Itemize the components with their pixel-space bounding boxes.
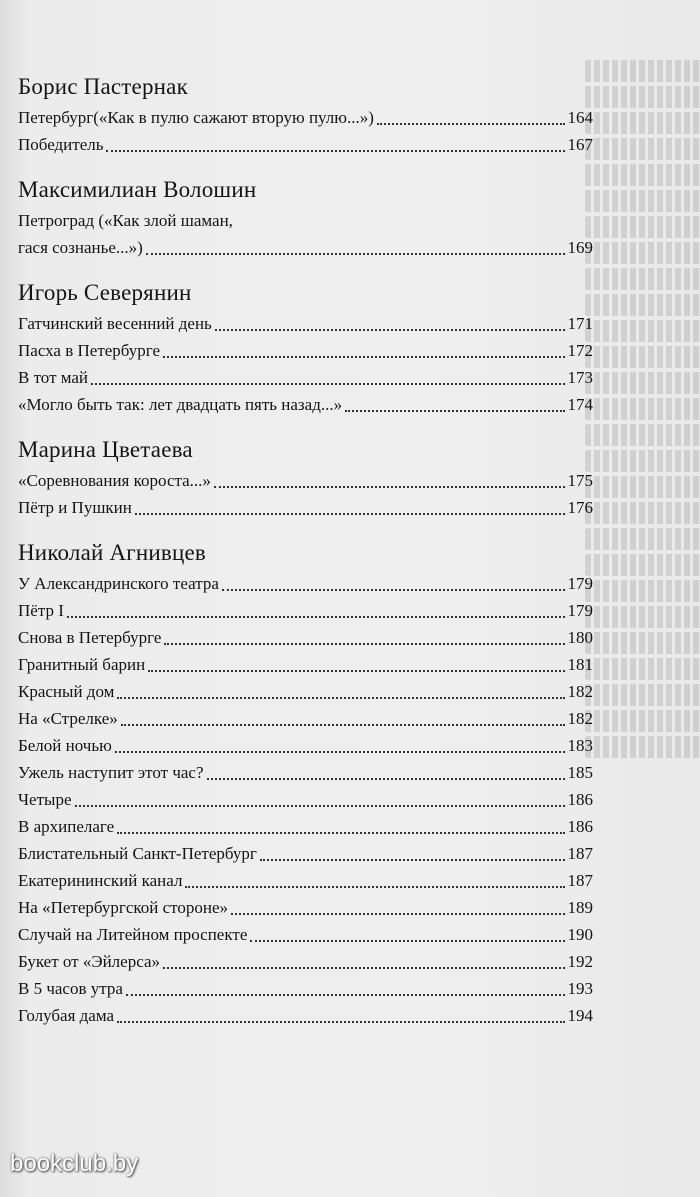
entry-page: 192: [567, 952, 593, 971]
toc-entry: [18, 678, 593, 705]
toc-entry: [18, 391, 593, 418]
entry-page: 167: [567, 135, 593, 154]
dot-leader: [163, 356, 564, 358]
toc-entry: [18, 867, 593, 894]
toc-entry: [18, 570, 593, 597]
entry-title: Снова в Петербурге: [18, 628, 162, 647]
entry-page: 172: [567, 341, 593, 360]
entry-page: 185: [567, 763, 593, 782]
entry-title: Гатчинский весенний день: [18, 314, 212, 333]
toc-section: [18, 72, 593, 158]
toc-section: [18, 175, 593, 261]
dot-leader: [164, 643, 564, 645]
entry-title-line1: Петроград («Как злой шаман,: [18, 211, 233, 230]
dot-leader: [185, 886, 564, 888]
dot-leader: [163, 967, 564, 969]
entry-title: Блистательный Санкт-Петербург: [18, 844, 257, 863]
entry-title: На «Стрелке»: [18, 709, 118, 728]
toc-section: [18, 278, 593, 418]
toc-entry: [18, 131, 593, 158]
dot-leader: [215, 329, 565, 331]
dot-leader: [117, 1021, 564, 1023]
site-watermark: bookclub.by: [10, 1150, 139, 1177]
bleed-through-text: [585, 60, 700, 780]
toc-entry: [18, 786, 593, 813]
dot-leader: [117, 697, 564, 699]
entry-page: 182: [567, 709, 593, 728]
dot-leader: [207, 778, 565, 780]
toc-entry: [18, 759, 593, 786]
dot-leader: [231, 913, 564, 915]
entry-page: 179: [567, 601, 593, 620]
toc-entry: [18, 364, 593, 391]
toc-section: [18, 435, 593, 521]
entry-title: «Соревнования короста...»: [18, 471, 211, 490]
entry-title: В архипелаге: [18, 817, 115, 836]
entry-title: Ужель наступит этот час?: [18, 763, 204, 782]
entry-page: 186: [567, 817, 593, 836]
dot-leader: [106, 150, 564, 152]
dot-leader: [135, 513, 565, 515]
entry-title: В 5 часов утра: [18, 979, 123, 998]
entry-page: 186: [567, 790, 593, 809]
toc-entry: [18, 310, 593, 337]
author-heading: Борис Пастернак: [18, 74, 188, 99]
entry-title: Случай на Литейном проспекте: [18, 925, 248, 944]
toc-entry: [18, 894, 593, 921]
toc-entry: [18, 1002, 593, 1029]
toc-section: [18, 538, 593, 1029]
dot-leader: [75, 805, 565, 807]
author-heading: Николай Агнивцев: [18, 540, 206, 565]
toc-entry: [18, 921, 593, 948]
entry-page: 179: [567, 574, 593, 593]
entry-title: У Александринского театра: [18, 574, 219, 593]
toc-entry: [18, 597, 593, 624]
entry-title: На «Петербургской стороне»: [18, 898, 229, 917]
toc-entry: [18, 234, 593, 261]
entry-title: Пасха в Петербурге: [18, 341, 161, 360]
entry-title: гася сознанье...»): [18, 238, 143, 257]
dot-leader: [91, 383, 564, 385]
entry-title: Пётр и Пушкин: [18, 498, 132, 517]
entry-page: 182: [567, 682, 593, 701]
toc-entry: [18, 732, 593, 759]
dot-leader: [146, 253, 565, 255]
entry-page: 180: [567, 628, 593, 647]
entry-page: 183: [567, 736, 593, 755]
toc-entry: [18, 467, 593, 494]
toc-entry: [18, 651, 593, 678]
entry-title: Белой ночью: [18, 736, 112, 755]
entry-page: 174: [567, 395, 593, 414]
dot-leader: [260, 859, 565, 861]
dot-leader: [148, 670, 564, 672]
toc-entry: [18, 840, 593, 867]
entry-title: В тот май: [18, 368, 89, 387]
dot-leader: [250, 940, 564, 942]
entry-page: 190: [567, 925, 593, 944]
toc-entry: [18, 104, 593, 131]
toc-entry: [18, 705, 593, 732]
table-of-contents: [18, 72, 593, 1046]
toc-entry: [18, 494, 593, 521]
toc-entry: [18, 624, 593, 651]
toc-entry: [18, 337, 593, 364]
entry-page: 169: [567, 238, 593, 257]
entry-page: 176: [567, 498, 593, 517]
entry-page: 189: [567, 898, 593, 917]
entry-page: 164: [567, 108, 593, 127]
entry-page: 187: [567, 871, 593, 890]
entry-page: 171: [567, 314, 593, 333]
entry-title: Победитель: [18, 135, 104, 154]
author-heading: Игорь Северянин: [18, 280, 192, 305]
dot-leader: [121, 724, 565, 726]
dot-leader: [126, 994, 565, 996]
entry-title: Красный дом: [18, 682, 115, 701]
entry-page: 193: [567, 979, 593, 998]
entry-title: Петербург(«Как в пулю сажают вторую пулю...»): [18, 108, 374, 127]
entry-page: 181: [567, 655, 593, 674]
entry-page: 194: [567, 1006, 593, 1025]
entry-title: Гранитный барин: [18, 655, 146, 674]
dot-leader: [67, 616, 565, 618]
dot-leader: [115, 751, 565, 753]
toc-entry: [18, 975, 593, 1002]
entry-page: 173: [567, 368, 593, 387]
entry-page: 187: [567, 844, 593, 863]
author-heading: Максимилиан Волошин: [18, 177, 257, 202]
author-heading: Марина Цветаева: [18, 437, 193, 462]
toc-entry: [18, 813, 593, 840]
entry-title: Екатерининский канал: [18, 871, 183, 890]
toc-entry: [18, 948, 593, 975]
dot-leader: [214, 486, 565, 488]
dot-leader: [345, 410, 564, 412]
entry-page: 175: [567, 471, 593, 490]
dot-leader: [377, 123, 565, 125]
entry-title: Пётр I: [18, 601, 64, 620]
dot-leader: [117, 832, 564, 834]
dot-leader: [222, 589, 565, 591]
entry-title: Букет от «Эйлерса»: [18, 952, 161, 971]
entry-title: Голубая дама: [18, 1006, 115, 1025]
entry-title: Четыре: [18, 790, 72, 809]
entry-title: «Могло быть так: лет двадцать пять назад...»: [18, 395, 343, 414]
